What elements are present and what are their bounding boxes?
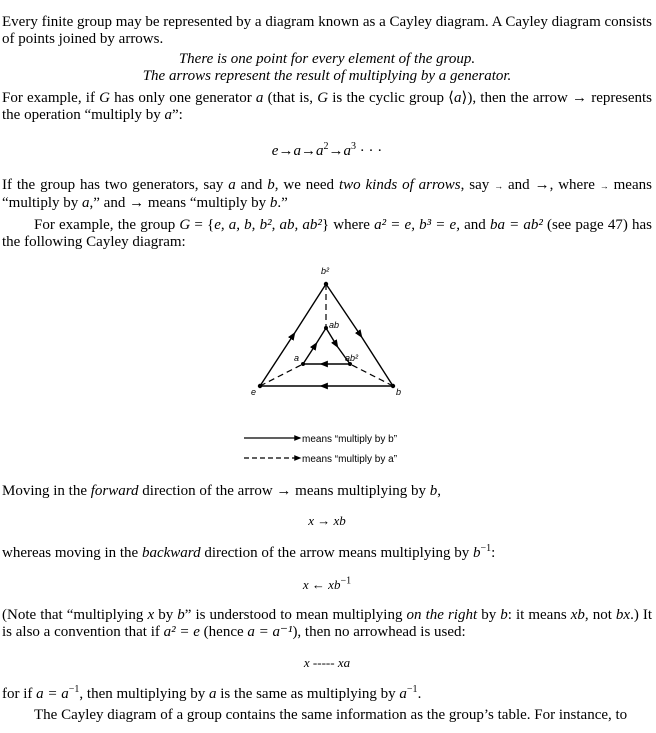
cyclic-sequence: $e\to a\to a^2\to a^3$ · · · [271, 141, 383, 159]
edge-ab-to-ab2 [326, 328, 337, 346]
note-paragraph: (Note that “multiplying x by b” is understood to mean multiplying on the right by b: it means xb, not bx.) It is also a convention that if a² = e (hence a = a⁻¹), then no arrowhead is used: [2, 607, 653, 640]
backward-equation: x ← $xb^{-1}$ [302, 575, 352, 592]
label-ab: ab [329, 320, 340, 330]
forward-paragraph: Moving in the forward direction of the arrow → means multiplying by b, [2, 483, 441, 499]
label-b2: b² [321, 266, 330, 276]
rule-one: There is one point for every element of the group. [178, 51, 476, 67]
closing-paragraph: The Cayley diagram of a group contains the same information as the group’s table. For instance, to [34, 707, 628, 723]
label-a: a [294, 353, 300, 363]
edge-a-to-ab [303, 344, 316, 364]
rule-two: The arrows represent the result of multiplying by a generator. [142, 68, 512, 84]
edge-e-to-b2 [260, 334, 294, 386]
label-e: e [251, 387, 257, 397]
cayley-diagram [240, 262, 420, 402]
two-generators-paragraph: If the group has two generators, say a and b, we need two kinds of arrows, say → and →, where → means “multiply by a,” and → means “multiply by b.” [2, 177, 652, 211]
label-ab2: ab² [345, 353, 359, 363]
inverse-paragraph: for if $a = a^{-1}$, then multiplying by a is the same as multiplying by $a^{-1}$. [2, 684, 422, 702]
node-ab [324, 326, 328, 330]
node-b [391, 384, 395, 388]
diagram-legend [244, 430, 444, 470]
group-example-paragraph: For example, the group G = {e, a, b, b², ab, ab²} where a² = e, b³ = e, and ba = ab² (see page 47) has the following Cayley diagram: [2, 217, 652, 250]
node-e [258, 384, 262, 388]
legend-solid-text: means “multiply by b” [302, 434, 398, 445]
backward-paragraph: whereas moving in the backward direction of the arrow means multiplying by $b^{-1}$: [2, 543, 496, 561]
label-b: b [396, 387, 402, 397]
no-arrow-equation: x ----- xa [303, 655, 351, 670]
cyclic-example-paragraph: For example, if G has only one generator a (that is, G is the cyclic group ⟨a⟩), then the arrow → represents the operation “multiply by a”: [2, 90, 653, 123]
node-b2 [324, 282, 328, 286]
intro-paragraph: Every finite group may be represented by a diagram known as a Cayley diagram. A Cayley diagram consists of points joined by arrows. [2, 14, 652, 47]
legend-dashed-text: means “multiply by a” [302, 454, 398, 465]
forward-equation: x → xb [308, 513, 346, 528]
node-a [301, 362, 305, 366]
